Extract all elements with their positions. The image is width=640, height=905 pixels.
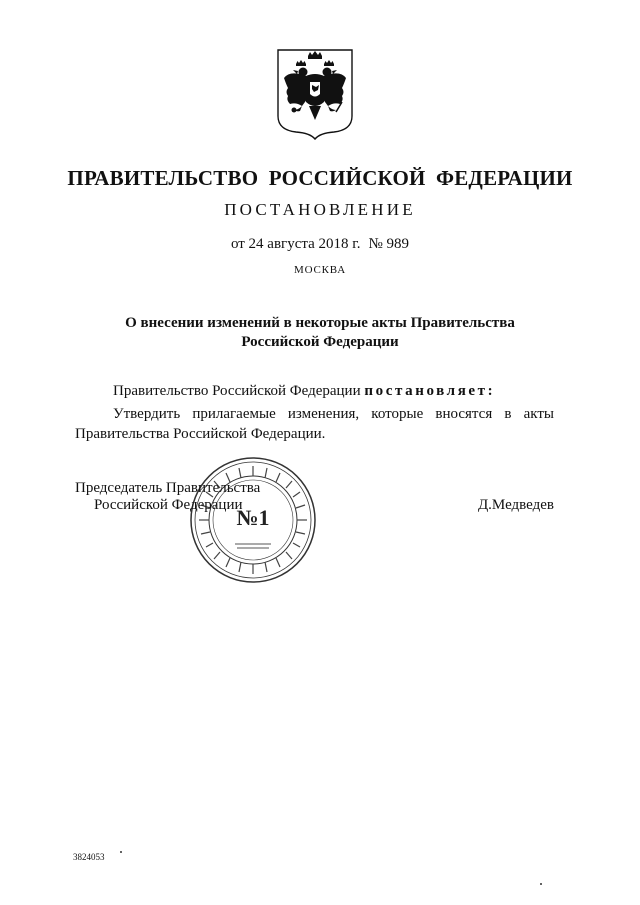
signatory-title-line-2: Российской Федерации [94,497,243,513]
subject-line-1: О внесении изменений в некоторые акты Правительства [125,315,515,331]
organization-title: ПРАВИТЕЛЬСТВО РОССИЙСКОЙ ФЕДЕРАЦИИ [67,166,573,190]
double-headed-eagle-icon [276,48,354,140]
date-line [0,236,640,253]
paragraph-approve: Утвердить прилагаемые изменения, которые вносятся в акты Правительства Российской Федерации. [75,406,554,442]
document-date: от 24 августа 2018 г. [230,236,361,252]
scan-speck [120,851,122,853]
seal-number: №1 [236,505,270,530]
subject-line-2: Российской Федерации [241,334,399,350]
document-number: № 989 [368,236,410,252]
scan-speck [540,883,542,885]
decree-verb: постановляет: [364,383,496,399]
document-subject [0,314,640,352]
document-type: ПОСТАНОВЛЕНИЕ [224,200,416,219]
paragraph-decree [113,383,495,400]
city: МОСКВА [294,264,346,276]
signatory-name: Д.Медведев [477,497,554,513]
decree-intro: Правительство Российской Федерации [113,383,365,399]
signatory-title-line-1: Председатель Правительства [75,480,261,496]
document-id: 3824053 [73,852,105,862]
